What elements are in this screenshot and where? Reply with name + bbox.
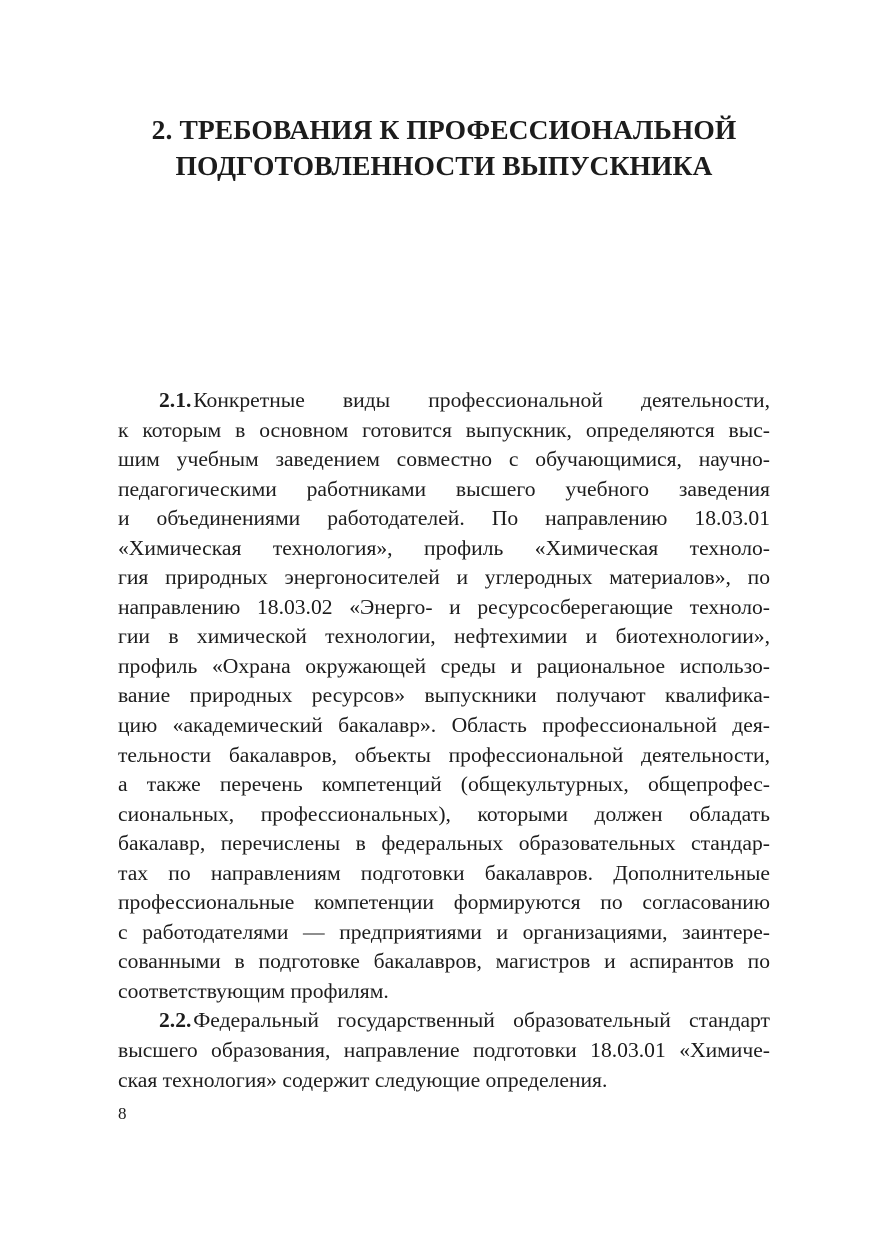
paragraph-line: высшего образования, направление подготовки 18.03.01 «Химиче- xyxy=(118,1038,770,1063)
chapter-title-line: 2. ТРЕБОВАНИЯ К ПРОФЕССИОНАЛЬНОЙ xyxy=(151,114,737,145)
paragraph-line: педагогическими работниками высшего учебного заведения xyxy=(118,476,770,501)
paragraph-line: профиль «Охрана окружающей среды и рациональное использо- xyxy=(118,653,770,678)
paragraph-line: сованными в подготовке бакалавров, магистров и аспирантов по xyxy=(118,949,770,974)
paragraph-line: сиональных, профессиональных), которыми должен обладать xyxy=(118,801,770,826)
paragraph-line: направлению 18.03.02 «Энерго- и ресурсосберегающие техноло- xyxy=(118,594,770,619)
page-number: 8 xyxy=(118,1104,127,1123)
paragraph-line: а также перечень компетенций (общекультурных, общепрофес- xyxy=(118,772,770,797)
chapter-title-line: ПОДГОТОВЛЕННОСТИ ВЫПУСКНИКА xyxy=(175,150,713,181)
section-number: 2.1. xyxy=(159,388,192,412)
paragraph-line: соответствующим профилям. xyxy=(118,978,389,1003)
section-number: 2.2. xyxy=(159,1008,192,1033)
paragraph-line: цию «академический бакалавр». Область профессиональной дея- xyxy=(118,713,770,738)
paragraph-line: шим учебным заведением совместно с обучающимися, научно- xyxy=(118,447,770,472)
paragraph-line: гия природных энергоносителей и углеродных материалов», по xyxy=(118,565,770,590)
body-text xyxy=(118,386,770,1095)
paragraph-line: с работодателями — предприятиями и организациями, заинтере- xyxy=(118,919,770,944)
section-2-2 xyxy=(118,1006,770,1095)
line-text: Конкретные виды профессиональной деятельности, xyxy=(193,388,770,412)
line-text: Федеральный государственный образовательный стандарт xyxy=(193,1008,770,1033)
paragraph-line xyxy=(118,386,770,416)
paragraph-line: к которым в основном готовится выпускник, определяются выс- xyxy=(118,417,770,442)
paragraph-line: «Химическая технология», профиль «Химическая техноло- xyxy=(118,535,770,560)
paragraph-line: профессиональные компетенции формируются по согласованию xyxy=(118,890,770,915)
paragraph-line: гии в химической технологии, нефтехимии и биотехнологии», xyxy=(118,624,770,649)
section-2-1 xyxy=(118,386,770,1006)
paragraph-line: и объединениями работодателей. По направлению 18.03.01 xyxy=(118,506,770,531)
paragraph-line: бакалавр, перечислены в федеральных образовательных стандар- xyxy=(118,831,770,856)
paragraph-line: ская технология» содержит следующие определения. xyxy=(118,1067,608,1092)
paragraph-line xyxy=(118,1006,770,1036)
paragraph-line: вание природных ресурсов» выпускники получают квалифика- xyxy=(118,683,770,708)
paragraph-line: тах по направлениям подготовки бакалавров. Дополнительные xyxy=(118,860,770,885)
chapter-title xyxy=(118,112,770,184)
paragraph-line: тельности бакалавров, объекты профессиональной деятельности, xyxy=(118,742,770,767)
